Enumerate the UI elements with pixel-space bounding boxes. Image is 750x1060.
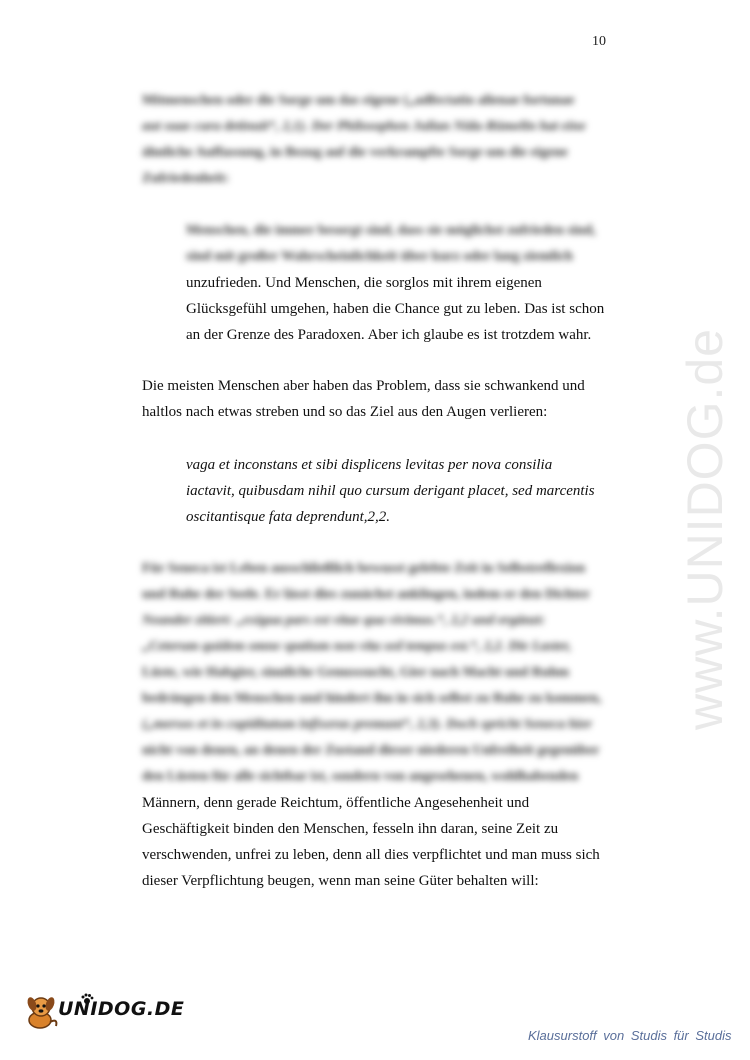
text-line: Menschen, die immer besorgt sind, dass sie möglichst zufrieden sind,	[186, 223, 596, 238]
text-line: und Ruhe der Seele. Er lässt dies zunächst anklingen, indem er den Dichter	[142, 587, 591, 602]
unidog-logo[interactable]	[20, 992, 185, 1044]
text-line: oscitantisque fata deprendunt,2,2.	[186, 509, 391, 525]
block-quote-1-blurred	[186, 218, 616, 270]
text-line: vaga et inconstans et sibi displicens levitas per nova consilia	[186, 457, 553, 473]
text-line: Neander zitiert: „exigua pars est vitae qua vivimus.“, 2,2 und ergänzt:	[142, 613, 546, 628]
text-line: Männern, denn gerade Reichtum, öffentliche Angesehenheit und	[142, 795, 530, 811]
text-line: verschwenden, unfrei zu leben, denn all dies verpflichtet und man muss sich	[142, 847, 600, 863]
text-line: Zufriedenheit:	[142, 171, 230, 186]
text-line: Mitmenschen oder die Sorge um das eigene („adfectatio alienae fortunae	[142, 93, 575, 108]
text-line: („mersos et in cupiditatum infixeras premunt“, 2,3). Doch spricht Seneca hier	[142, 717, 592, 732]
text-line: Glücksgefühl umgehen, haben die Chance gut zu leben. Das ist schon	[186, 301, 605, 317]
page-number: 10	[592, 34, 606, 49]
text-line: iactavit, quibusdam nihil quo cursum derigant placet, sed marcentis	[186, 483, 595, 499]
text-line: dieser Verpflichtung beugen, wenn man seine Güter behalten will:	[142, 873, 539, 889]
text-line: ähnliche Auffassung, in Bezug auf die verkrampfte Sorge um die eigene	[142, 145, 568, 160]
text-line: Die meisten Menschen aber haben das Problem, dass sie schwankend und	[142, 378, 585, 394]
text-line: „Ceterum quidem omne spatium non vita sed tempus est.“, 2,2. Die Laster,	[142, 639, 572, 654]
text-line: bedrängen den Menschen und hindert ihn in sich selbst zu Ruhe zu kommen,	[142, 691, 602, 706]
paragraph-2	[142, 373, 612, 425]
paragraph-1-blurred	[142, 88, 612, 192]
text-line: den Lüsten für alle sichtbar ist, sondern von angesehenen, wohlhabenden	[142, 769, 579, 784]
text-line: nicht von denen, an denen der Zustand dieser niederen Unfreiheit gegenüber	[142, 743, 600, 758]
block-quote-1	[186, 270, 616, 348]
paragraph-3	[142, 790, 612, 894]
dog-mascot-icon	[20, 992, 60, 1032]
block-quote-2	[186, 452, 616, 530]
text-line: aut suae cura detinuit“, 2,1). Der Philosophen Julian Nida-Rümelin hat eine	[142, 119, 586, 134]
text-line: sind mit großer Wahrscheinlichkeit über kurz oder lang ziemlich	[186, 249, 573, 264]
watermark: www.UNIDOG.de	[677, 328, 733, 730]
text-line: an der Grenze des Paradoxen. Aber ich glaube es ist trotzdem wahr.	[186, 327, 592, 343]
text-line: Für Seneca ist Leben ausschließlich bewusst gelebte Zeit in Selbstreflexion	[142, 561, 586, 576]
paragraph-3-blurred	[142, 556, 612, 790]
footer-slogan: Klausurstoff von Studis für Studis	[528, 1028, 732, 1043]
logo-text: UNIDOG.DE	[58, 998, 185, 1020]
text-line: Geschäftigkeit binden den Menschen, fesseln ihn daran, seine Zeit zu	[142, 821, 559, 837]
text-line: unzufrieden. Und Menschen, die sorglos mit ihrem eigenen	[186, 275, 542, 291]
text-line: Lüste, wie Habgier, sinnliche Genusssucht, Gier nach Macht und Ruhm	[142, 665, 570, 680]
text-line: haltlos nach etwas streben und so das Ziel aus den Augen verlieren:	[142, 404, 548, 420]
